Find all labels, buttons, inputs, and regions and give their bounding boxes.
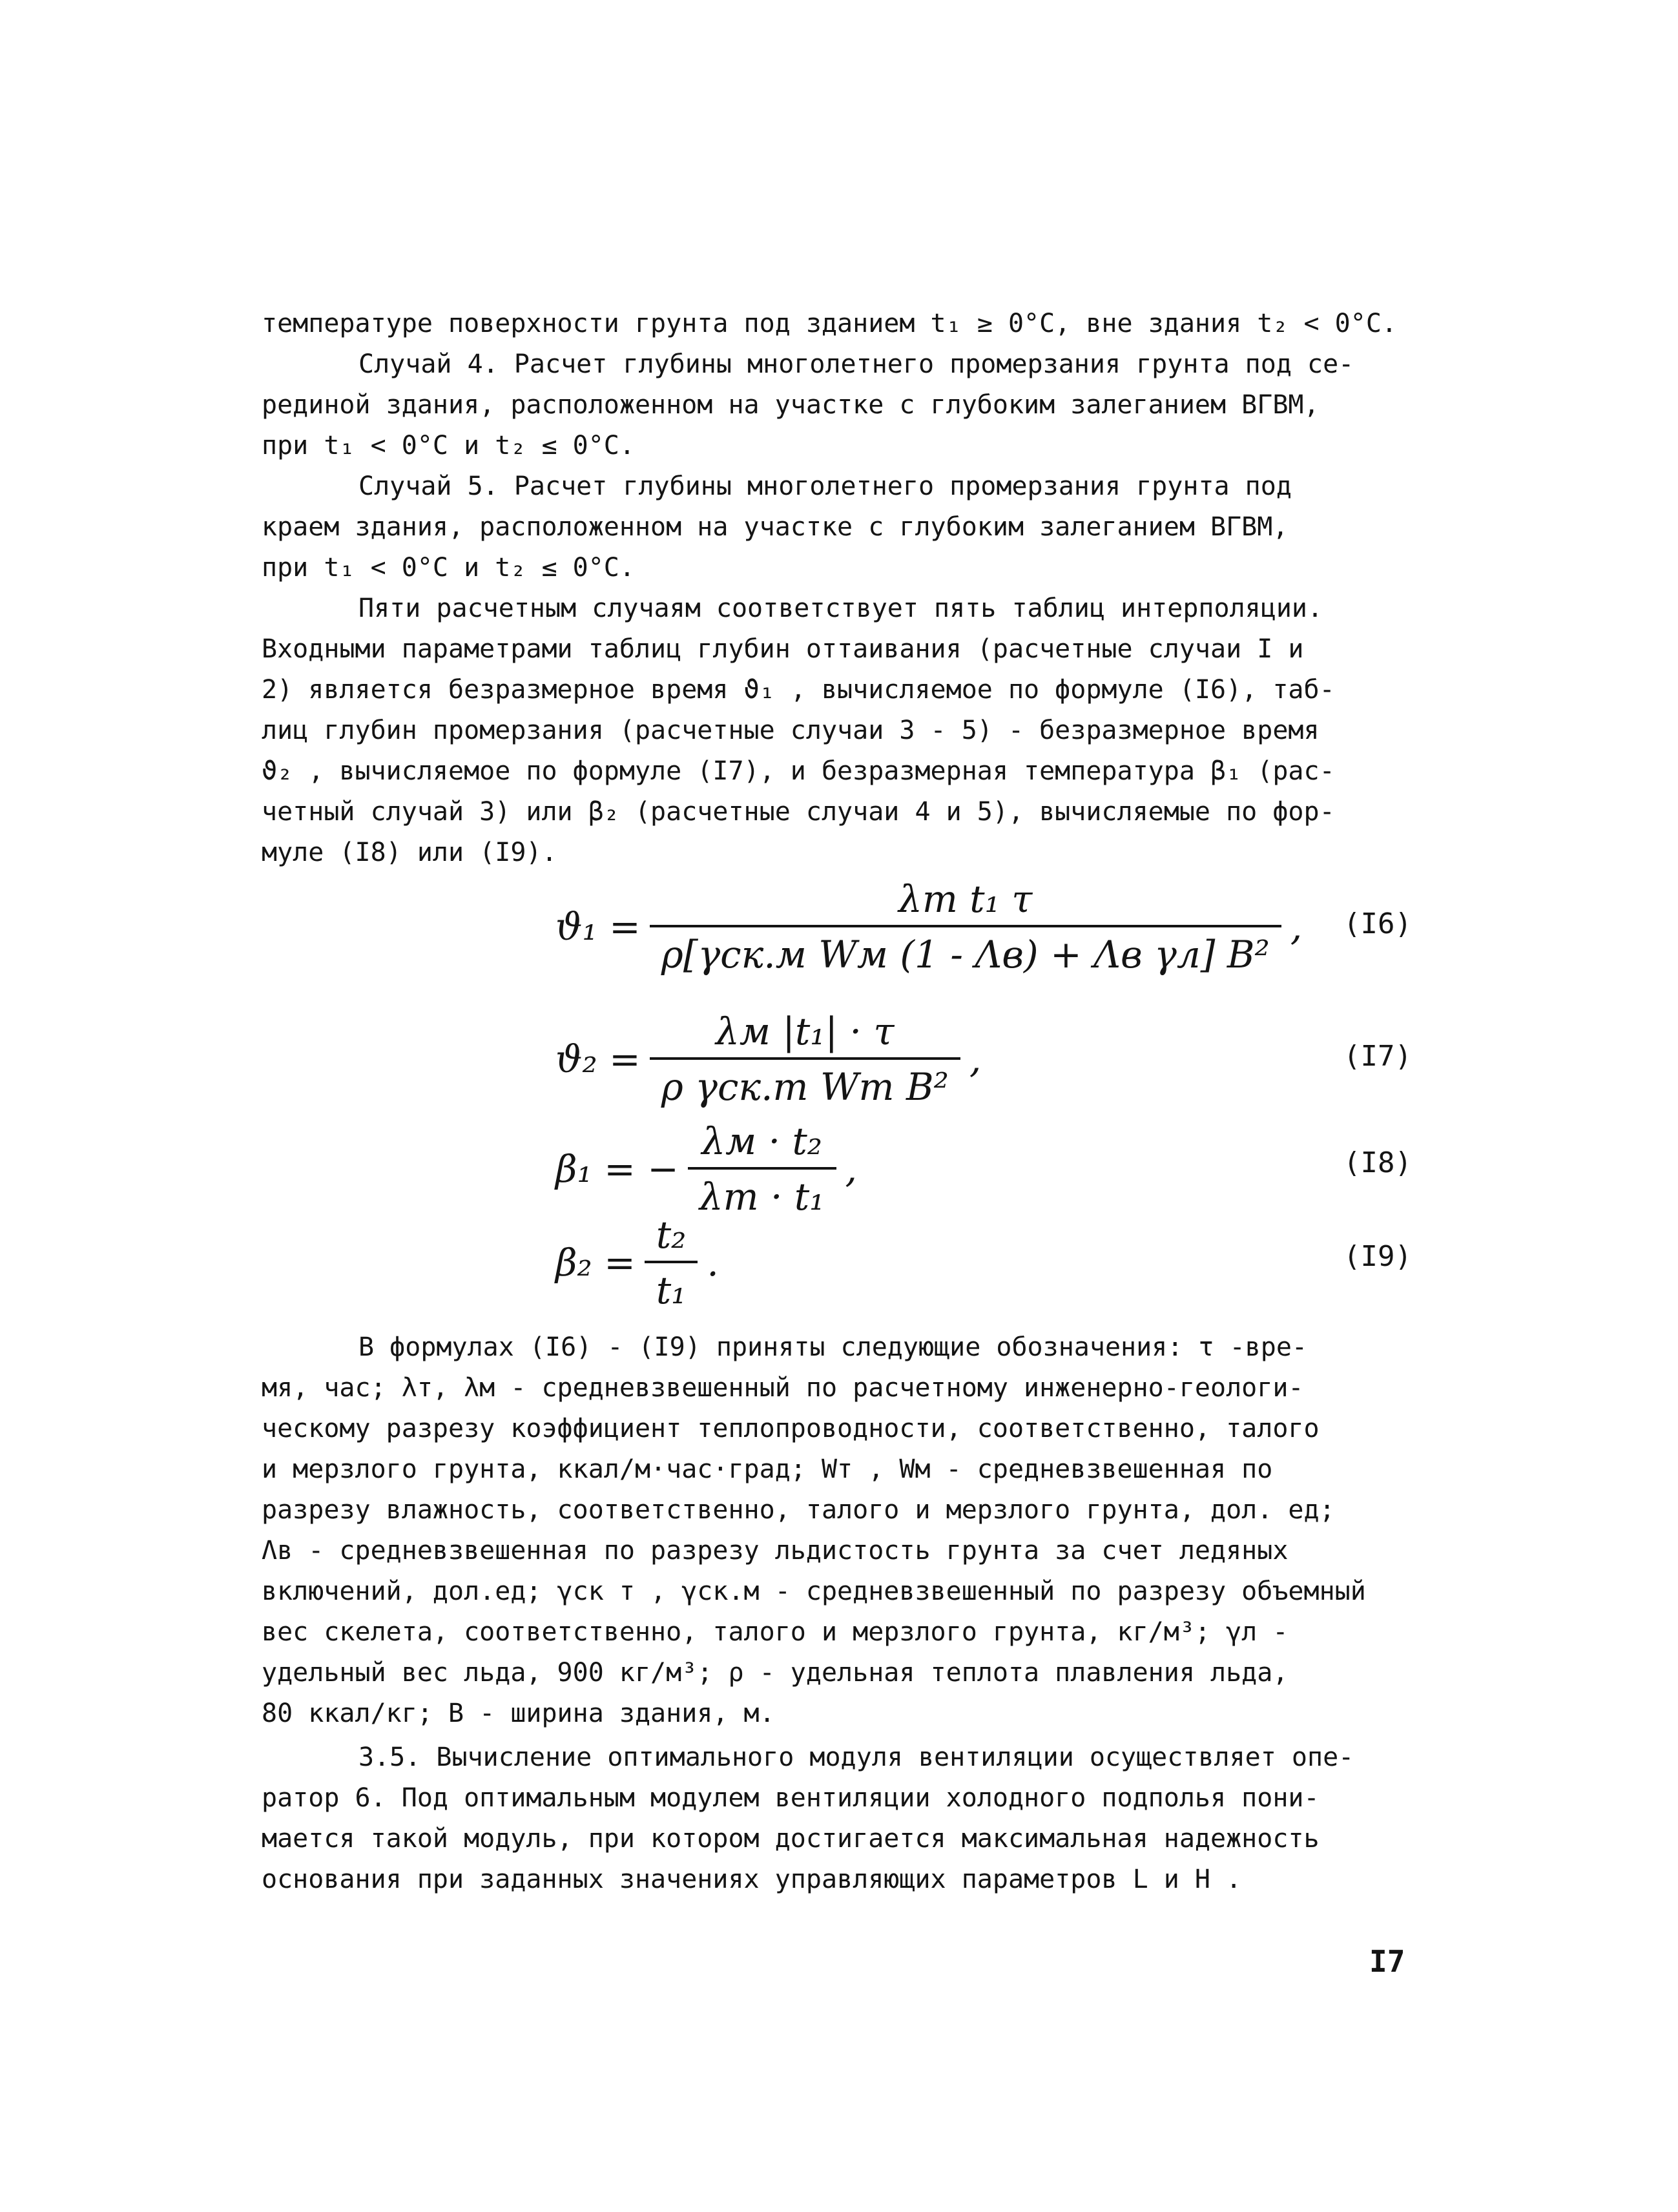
- text-line: разрезу влажность, соответственно, талого и мерзлого грунта, дол. ед;: [262, 1495, 1335, 1525]
- equation-lhs: ϑ₂ =: [555, 1037, 641, 1081]
- text-line: Случай 4. Расчет глубины многолетнего промерзания грунта под се-: [358, 349, 1354, 379]
- equation-17: [555, 1011, 981, 1108]
- text-line: ческому разрезу коэффициент теплопроводности, соответственно, талого: [262, 1414, 1320, 1443]
- equation-lhs: β₂ =: [555, 1241, 636, 1285]
- equation-19: [555, 1214, 719, 1311]
- equation-tail: ,: [1290, 905, 1303, 949]
- text-line: Входными параметрами таблиц глубин оттаивания (расчетные случаи I и: [262, 634, 1304, 664]
- text-line: В формулах (I6) - (I9) приняты следующие обозначения: τ -вре-: [358, 1332, 1308, 1362]
- numerator: λт t₁ τ: [898, 877, 1033, 921]
- text-line: 3.5. Вычисление оптимального модуля вентиляции осуществляет опе-: [358, 1742, 1354, 1772]
- paragraph-block-2: [262, 1327, 1424, 1734]
- numerator: λм · t₂: [701, 1119, 823, 1163]
- fraction: [650, 877, 1281, 977]
- text-line: мя, час; λт, λм - средневзвешенный по расчетному инженерно-геологи-: [262, 1373, 1304, 1403]
- equation-tail: ,: [969, 1037, 982, 1081]
- denominator: ρ[γск.м Wм (1 - Λв) + Λв γл] B²: [650, 925, 1281, 977]
- equation-lhs: ϑ₁ =: [555, 905, 641, 949]
- denominator: λт · t₁: [688, 1167, 836, 1219]
- text-line: Случай 5. Расчет глубины многолетнего промерзания грунта под: [358, 471, 1292, 501]
- text-line: включений, дол.ед; γск т , γск.м - средневзвешенный по разрезу объемный: [262, 1576, 1366, 1606]
- denominator: t₁: [645, 1261, 698, 1312]
- denominator: ρ γск.т Wт B²: [650, 1057, 960, 1109]
- text-line: муле (I8) или (I9).: [262, 838, 557, 867]
- equation-lhs: β₁ = −: [555, 1147, 679, 1191]
- equation-tail: .: [707, 1241, 719, 1285]
- text-line: 80 ккал/кг; B - ширина здания, м.: [262, 1699, 775, 1728]
- text-line: Λв - средневзвешенная по разрезу льдистость грунта за счет ледяных: [262, 1536, 1289, 1566]
- fraction: [688, 1119, 836, 1219]
- equation-tail: ,: [845, 1147, 857, 1191]
- text-line: ϑ₂ , вычисляемое по формуле (I7), и безразмерная температура β₁ (рас-: [262, 756, 1335, 786]
- equation-number: (I9): [1343, 1240, 1412, 1273]
- text-line: Пяти расчетным случаям соответствует пять таблиц интерполяции.: [358, 594, 1323, 623]
- fraction: [645, 1213, 698, 1312]
- equation-16: [555, 878, 1302, 975]
- page-number: I7: [1369, 1944, 1405, 1979]
- text-line: вес скелета, соответственно, талого и мерзлого грунта, кг/м³; γл -: [262, 1617, 1289, 1647]
- equation-18: [555, 1121, 857, 1217]
- paragraph-block-1: [262, 304, 1424, 873]
- text-line: 2) является безразмерное время ϑ₁ , вычисляемое по формуле (I6), таб-: [262, 675, 1335, 705]
- text-line: температуре поверхности грунта под зданием t₁ ≥ 0°C, вне здания t₂ < 0°C.: [262, 309, 1397, 338]
- text-line: лиц глубин промерзания (расчетные случаи 3 - 5) - безразмерное время: [262, 716, 1320, 745]
- text-line: основания при заданных значениях управляющих параметров L и H .: [262, 1865, 1242, 1894]
- text-line: при t₁ < 0°C и t₂ ≤ 0°C.: [262, 431, 635, 460]
- text-line: четный случай 3) или β₂ (расчетные случаи 4 и 5), вычисляемые по фор-: [262, 797, 1335, 827]
- text-line: рединой здания, расположенном на участке с глубоким залеганием ВГВМ,: [262, 390, 1320, 420]
- text-line: ратор 6. Под оптимальным модулем вентиляции холодного подполья пони-: [262, 1783, 1320, 1813]
- numerator: λм |t₁| · τ: [716, 1009, 895, 1053]
- text-line: мается такой модуль, при котором достигается максимальная надежность: [262, 1824, 1320, 1854]
- text-line: удельный вес льда, 900 кг/м³; ρ - удельная теплота плавления льда,: [262, 1658, 1289, 1688]
- text-line: краем здания, расположенном на участке с глубоким залеганием ВГВМ,: [262, 512, 1289, 542]
- text-line: при t₁ < 0°C и t₂ ≤ 0°C.: [262, 553, 635, 583]
- equation-number: (I7): [1343, 1040, 1412, 1073]
- paragraph-block-3: [262, 1737, 1424, 1900]
- text-line: и мерзлого грунта, ккал/м·час·град; Wт , Wм - средневзвешенная по: [262, 1454, 1273, 1484]
- numerator: t₂: [656, 1213, 687, 1257]
- fraction: [650, 1009, 960, 1109]
- equation-number: (I8): [1343, 1146, 1412, 1179]
- equation-number: (I6): [1343, 907, 1412, 940]
